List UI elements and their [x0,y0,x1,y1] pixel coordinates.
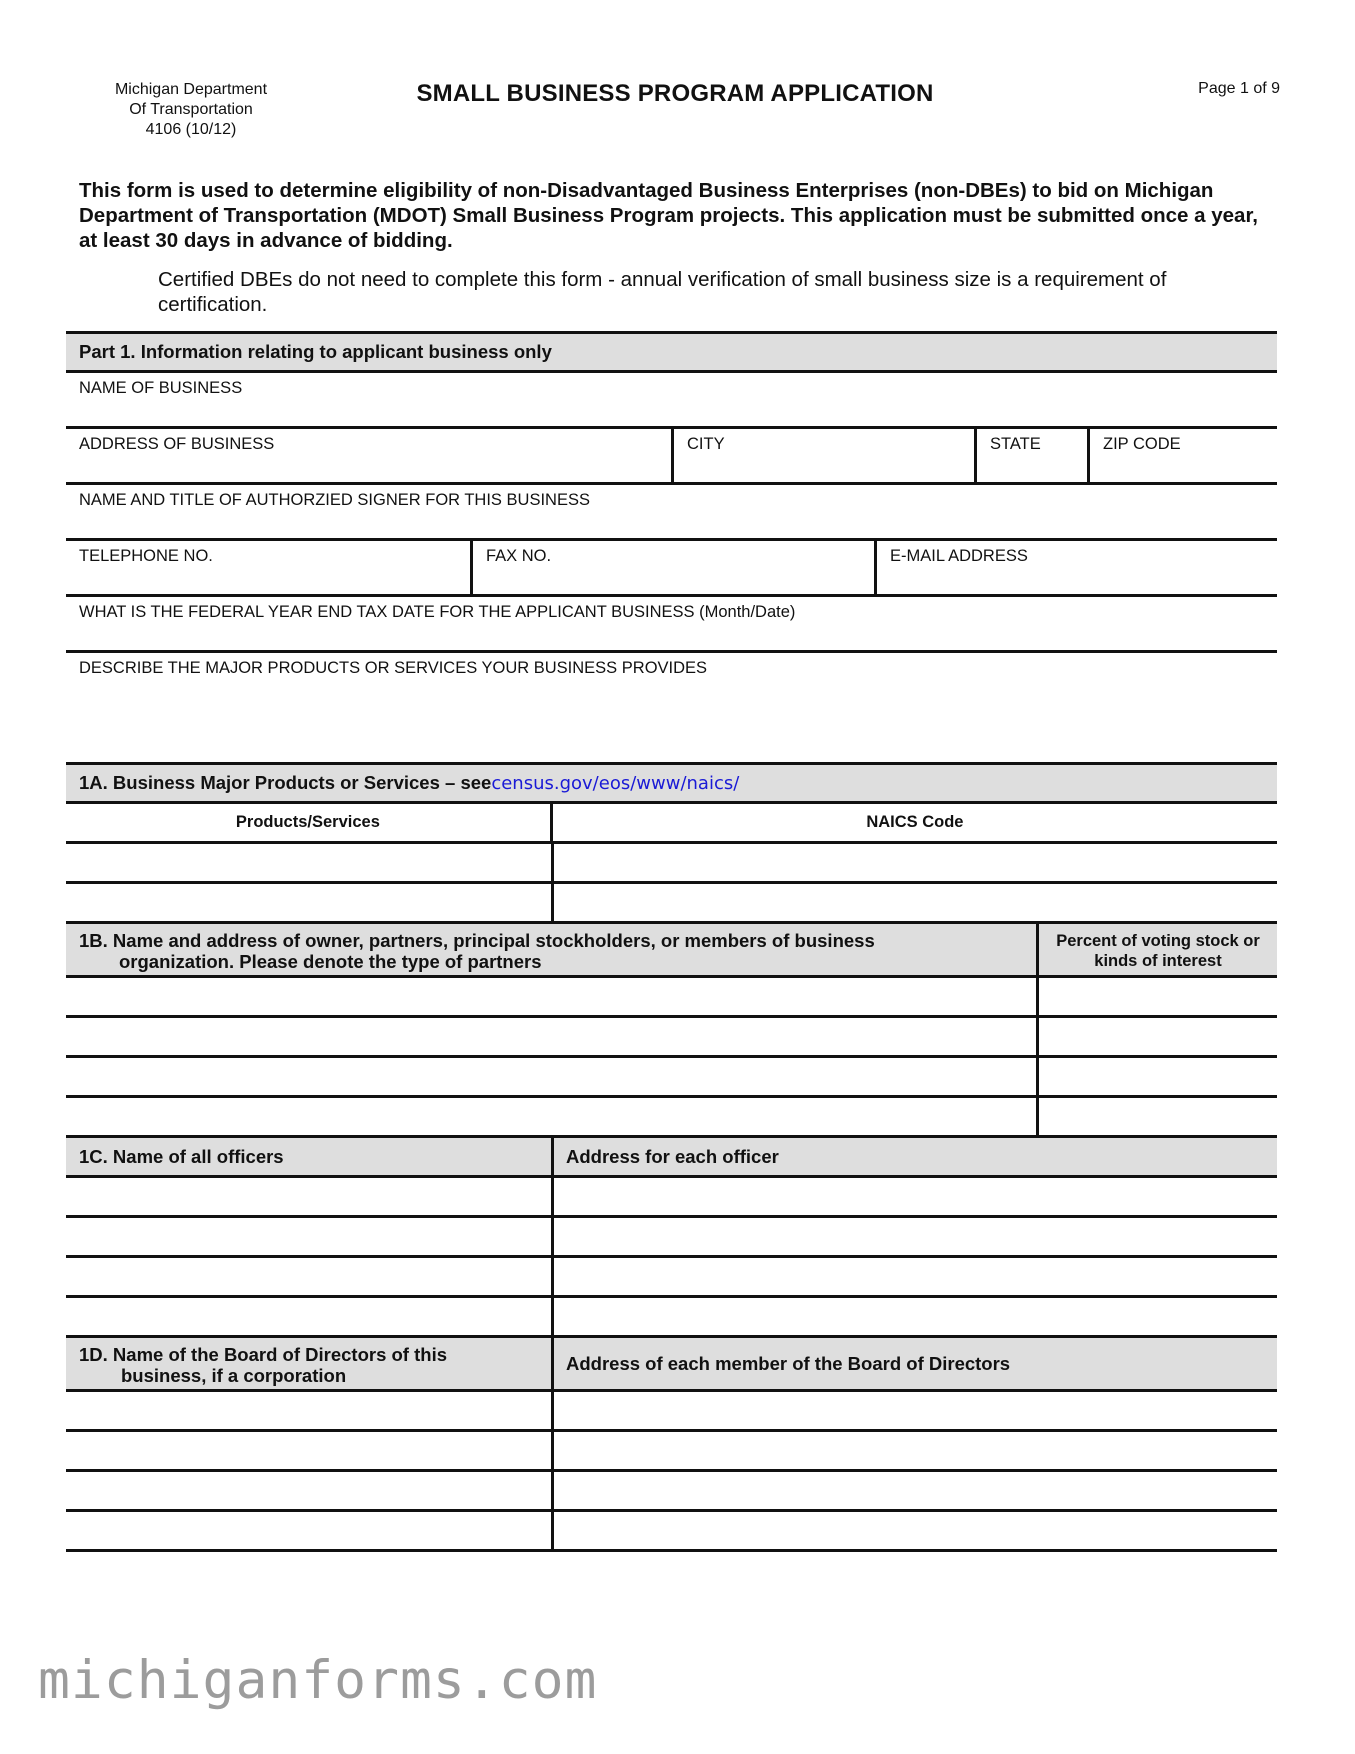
director-address-cell[interactable] [551,1392,1277,1429]
s1d-entry-row [66,1432,1277,1472]
signer-row[interactable] [66,485,1277,541]
director-address-cell[interactable] [551,1512,1277,1549]
director-name-cell[interactable] [66,1512,551,1549]
s1a-header-row [66,804,1277,844]
s1b-entry-row [66,1018,1277,1058]
email-field[interactable] [874,541,1277,594]
officer-name-cell[interactable] [66,1218,551,1255]
director-name-cell[interactable] [66,1392,551,1429]
site-watermark: michiganforms.com [38,1650,598,1711]
email-label: E-MAIL ADDRESS [890,547,1028,565]
s1b-heading-line-1: 1B. Name and address of owner, partners, principal stockholders, or members of business [79,930,875,951]
s1b-heading-line-2: organization. Please denote the type of partners [119,951,542,972]
part1-heading-text: Part 1. Information relating to applicant business only [79,341,552,362]
officer-address-cell[interactable] [551,1178,1277,1215]
agency-block [96,80,286,140]
percent-header-line-1: Percent of voting stock or [1056,932,1260,950]
naics-cell[interactable] [551,844,1277,881]
percent-cell[interactable] [1036,1018,1277,1055]
products-services-header: Products/Services [235,813,380,831]
s1c-entry-row [66,1258,1277,1298]
officer-name-cell[interactable] [66,1258,551,1295]
naics-link[interactable]: census.gov/eos/www/naics/ [491,772,740,794]
percent-header-line-2: kinds of interest [1094,952,1222,970]
percent-cell[interactable] [1036,978,1277,1015]
director-address-cell[interactable] [551,1472,1277,1509]
product-cell[interactable] [66,844,551,881]
address-label: ADDRESS OF BUSINESS [79,435,275,453]
percent-cell[interactable] [1036,1058,1277,1095]
officer-address-cell[interactable] [551,1298,1277,1335]
board-header-line-2: business, if a corporation [121,1365,347,1386]
telephone-label: TELEPHONE NO. [79,547,213,565]
business-name-row[interactable] [66,373,1277,429]
s1c-entry-row [66,1178,1277,1218]
s1b-heading [66,924,1036,975]
officer-name-cell[interactable] [66,1298,551,1335]
tax-date-label: WHAT IS THE FEDERAL YEAR END TAX DATE FOR THE APPLICANT BUSINESS (Month/Date) [79,603,796,621]
form-number: 4106 (10/12) [145,121,237,138]
owner-cell[interactable] [66,978,1036,1015]
address-row [66,429,1277,485]
officer-name-cell[interactable] [66,1178,551,1215]
officer-address-cell[interactable] [551,1258,1277,1295]
director-name-cell[interactable] [66,1472,551,1509]
city-field[interactable] [671,429,974,482]
percent-interest-header [1036,924,1277,975]
s1b-entry-row [66,1058,1277,1098]
fax-label: FAX NO. [486,547,552,565]
page-number: Page 1 of 9 [1198,80,1280,97]
s1d-header-row [66,1338,1277,1392]
application-form [66,331,1277,1552]
contact-row [66,541,1277,597]
board-address-header: Address of each member of the Board of Directors [551,1338,1277,1389]
s1b-entry-row [66,978,1277,1018]
address-field[interactable] [66,429,671,482]
state-field[interactable] [974,429,1087,482]
owner-cell[interactable] [66,1098,1036,1135]
director-address-cell[interactable] [551,1432,1277,1469]
officer-address-cell[interactable] [551,1218,1277,1255]
s1d-entry-row [66,1472,1277,1512]
products-desc-label: DESCRIBE THE MAJOR PRODUCTS OR SERVICES YOUR BUSINESS PROVIDES [79,659,708,677]
fax-field[interactable] [470,541,874,594]
business-name-label: NAME OF BUSINESS [79,379,243,397]
agency-line-2: Of Transportation [129,101,253,118]
zip-field[interactable] [1087,429,1277,482]
product-cell[interactable] [66,884,551,921]
part1-heading [66,331,1277,373]
tax-date-row[interactable] [66,597,1277,653]
s1c-entry-row [66,1218,1277,1258]
s1c-entry-row [66,1298,1277,1338]
s1a-heading [66,762,1277,804]
officers-header: 1C. Name of all officers [66,1138,551,1175]
s1a-entry-row [66,844,1277,884]
owner-cell[interactable] [66,1018,1036,1055]
owner-cell[interactable] [66,1058,1036,1095]
officer-address-header: Address for each officer [551,1138,1277,1175]
director-name-cell[interactable] [66,1432,551,1469]
s1d-entry-row [66,1512,1277,1552]
signer-label: NAME AND TITLE OF AUTHORZIED SIGNER FOR THIS BUSINESS [79,491,590,509]
percent-cell[interactable] [1036,1098,1277,1135]
board-header [66,1338,551,1389]
dbe-note: Certified DBEs do not need to complete this form - annual verification of small business size is a requirement of certification. [158,268,1167,316]
s1c-header-row [66,1138,1277,1178]
board-header-line-1: 1D. Name of the Board of Directors of this [79,1344,447,1365]
state-label: STATE [990,435,1041,453]
city-label: CITY [687,435,725,453]
agency-line-1: Michigan Department [114,81,268,98]
s1b-header-row [66,924,1277,978]
naics-cell[interactable] [551,884,1277,921]
s1d-entry-row [66,1392,1277,1432]
zip-label: ZIP CODE [1103,435,1181,453]
naics-code-header: NAICS Code [550,804,1277,841]
intro-text: This form is used to determine eligibility of non-Disadvantaged Business Enterprises (non-DBEs) to bid on Michigan Department of Transportation (MDOT) Small Business Program projects. This application must be submitted once a year, at least 30 days in advance of bidding. [79,179,1258,252]
products-desc-row[interactable] [66,653,1277,762]
s1a-entry-row [66,884,1277,924]
telephone-field[interactable] [66,541,470,594]
s1a-heading-text: 1A. Business Major Products or Services – see [79,772,492,793]
s1b-entry-row [66,1098,1277,1138]
form-title: SMALL BUSINESS PROGRAM APPLICATION [416,80,934,107]
